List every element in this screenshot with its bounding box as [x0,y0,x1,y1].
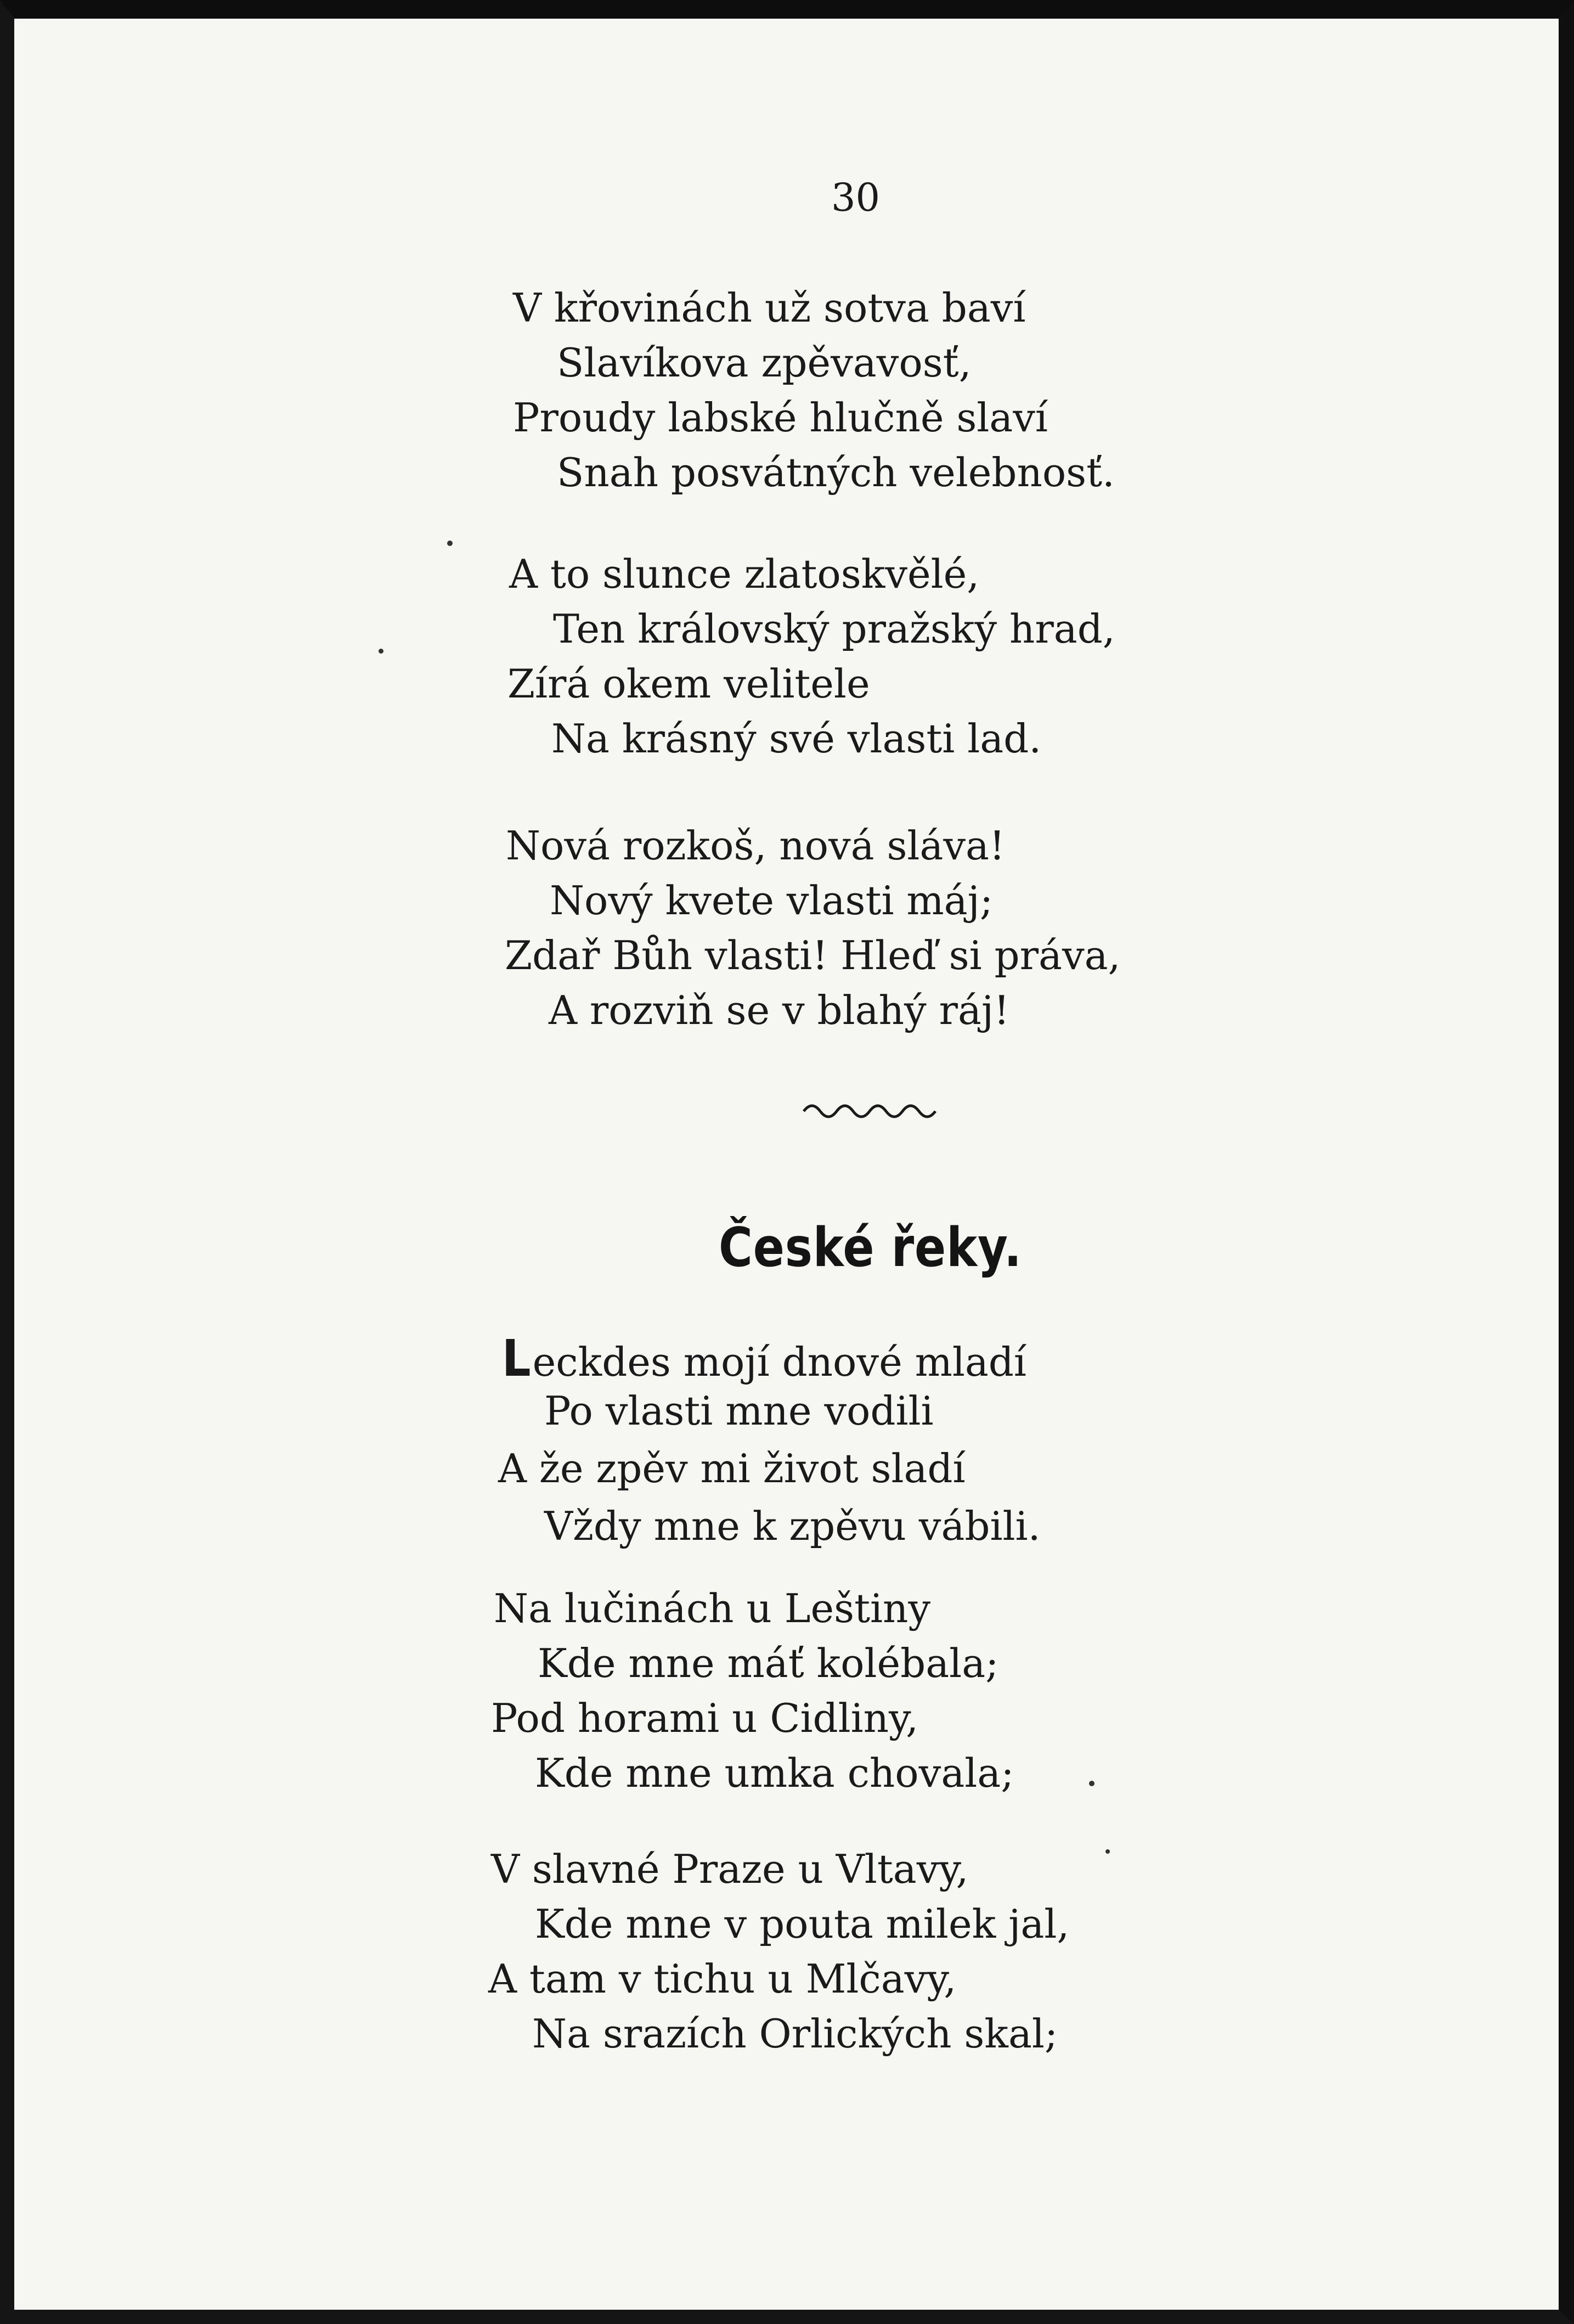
verse-line: V křovinách už sotva baví [513,285,1026,331]
verse-line: A rozviň se v blahý ráj! [549,987,1010,1033]
verse-line: Pod horami u Cidliny, [491,1695,918,1741]
verse-line: Na srazích Orlických skal; [532,2011,1058,2057]
verse-line: Na krásný své vlasti lad. [551,716,1042,762]
print-speck [1105,1849,1110,1854]
print-speck [1089,1781,1095,1786]
verse-line: Po vlasti mne vodili [544,1388,934,1434]
verse-line: Vždy mne k zpěvu vábili. [544,1503,1041,1549]
verse-line: V slavné Praze u Vltavy, [491,1846,969,1892]
verse-line: A že zpěv mi život sladí [498,1445,966,1492]
ornament-divider [801,1098,938,1119]
verse-line: Proudy labské hlučně slaví [513,395,1048,441]
verse-line-first [500,1329,1026,1388]
verse-line: Kde mne umka chovala; [535,1750,1014,1796]
print-speck [379,649,383,654]
verse-line: Nová rozkoš, nová sláva! [506,823,1005,869]
verse-line: Nový kvete vlasti máj; [550,877,994,924]
verse-line: Kde mne v pouta milek jal, [535,1901,1070,1947]
verse-line: Na lučinách u Leštiny [494,1585,931,1631]
print-speck [447,541,453,546]
dropcap: L [501,1329,531,1388]
page-number: 30 [831,175,881,220]
verse-line: A tam v tichu u Mlčavy, [488,1956,957,2002]
verse-line-rest: eckdes mojí dnové mladí [532,1339,1026,1385]
verse-line: Ten královský pražský hrad, [553,606,1115,652]
verse-line: A to slunce zlatoskvělé, [509,551,980,597]
verse-line: Kde mne máť kolébala; [538,1640,999,1686]
poem-title: České řeky. [719,1217,1022,1279]
verse-line: Slavíkova zpěvavosť, [557,340,972,386]
verse-line: Zírá okem velitele [507,661,870,707]
verse-line: Snah posvátných velebnosť. [557,449,1115,496]
verse-line: Zdař Bůh vlasti! Hleď si práva, [505,932,1121,978]
